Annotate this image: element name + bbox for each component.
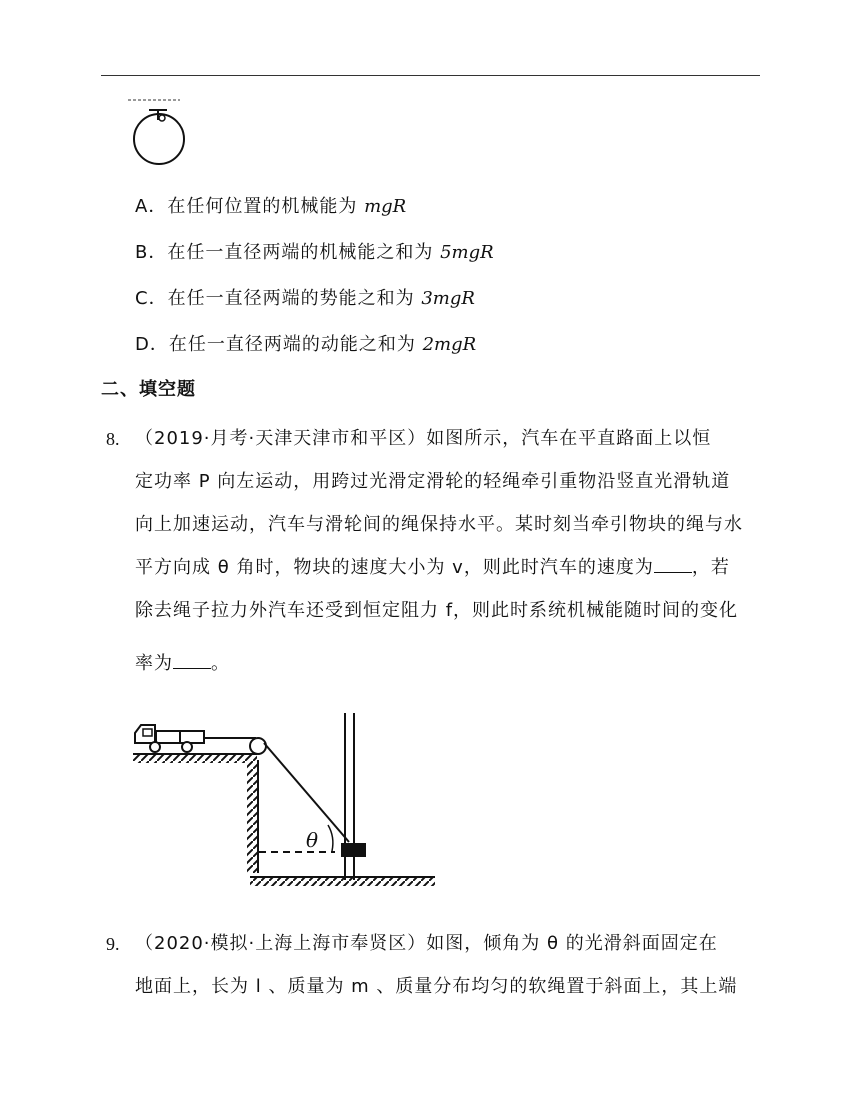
answer-blank-1[interactable] [654,556,692,573]
q8-line-6: 率为 。 [135,653,230,674]
q8-line-1: （2019·月考·天津天津市和平区）如图所示，汽车在平直路面上以恒 [135,428,712,449]
q9-line-2: 地面上，长为 l 、质量为 m 、质量分布均匀的软绳置于斜面上，其上端 [135,976,738,997]
q8-line-5: 除去绳子拉力外汽车还受到恒定阻力 f，则此时系统机械能随时间的变化 [135,600,739,621]
section-heading: 二、填空题 [101,379,196,400]
q9-line-1: （2020·模拟·上海上海市奉贤区）如图，倾角为 θ 的光滑斜面固定在 [135,933,718,954]
ring-figure [125,96,195,176]
header-rule [101,75,760,76]
q8-line-3: 向上加速运动，汽车与滑轮间的绳保持水平。某时刻当牵引物块的绳与水 [135,514,743,535]
answer-blank-2[interactable] [173,652,211,669]
q8-line-4: 平方向成 θ 角时，物块的速度大小为 v，则此时汽车的速度为 ，若 [135,557,730,578]
option-d: D．在任一直径两端的动能之和为 2mgR [135,334,477,355]
option-b: B．在任一直径两端的机械能之和为 5mgR [135,242,494,263]
pulley-icon [250,738,266,754]
option-a: A．在任何位置的机械能为 mgR [135,196,407,217]
q8-line-2: 定功率 P 向左运动，用跨过光滑定滑轮的轻绳牵引重物沿竖直光滑轨道 [135,471,731,492]
q9-number: 9. [106,934,120,954]
block [341,843,366,857]
truck-icon [135,725,204,752]
q8-number: 8. [106,429,120,449]
q8-figure [125,705,445,895]
theta-label: θ [306,828,319,852]
option-c: C．在任一直径两端的势能之和为 3mgR [135,288,475,309]
